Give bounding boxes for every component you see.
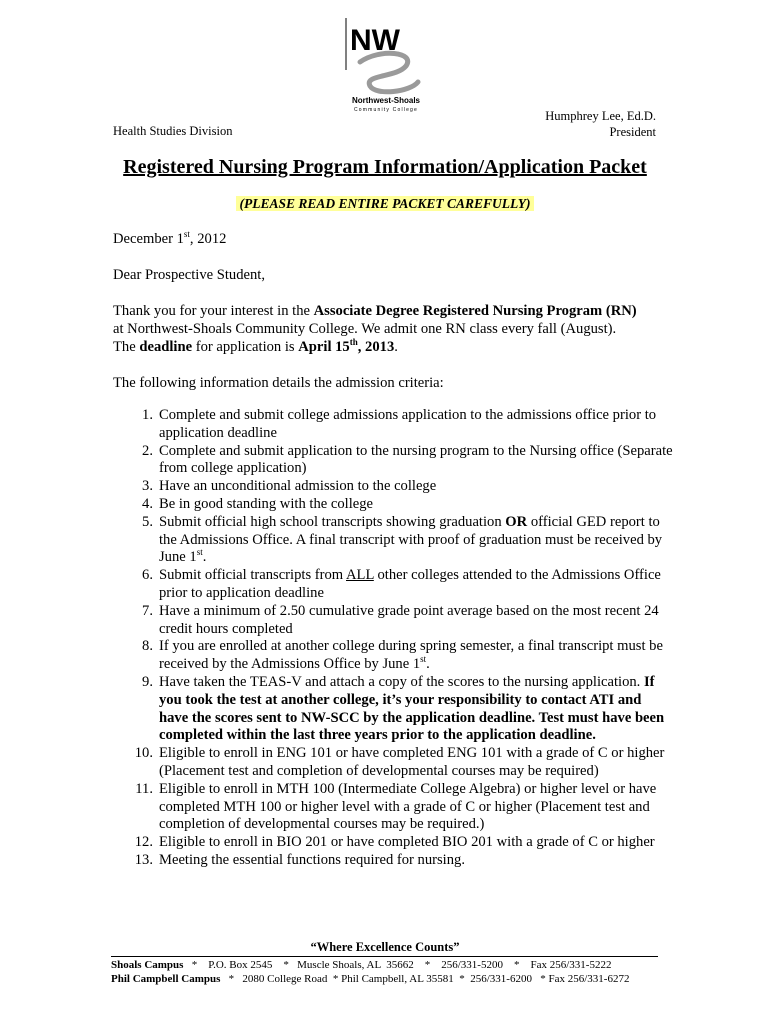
item-text: Be in good standing with the college <box>159 495 374 512</box>
list-item <box>113 407 673 443</box>
footer-motto: “Where Excellence Counts” <box>310 940 460 954</box>
page-title: Registered Nursing Program Information/Application Packet <box>123 156 647 178</box>
list-item <box>113 781 673 834</box>
item-text <box>159 674 673 745</box>
item-number: 10. <box>134 745 153 762</box>
item-number: 6. <box>142 567 153 584</box>
list-item <box>113 852 673 870</box>
date-text: December 1 <box>113 231 184 247</box>
item-text-part: . <box>426 656 430 673</box>
deadline-date-sup: th <box>349 337 358 348</box>
salutation: Dear Prospective Student, <box>113 267 265 283</box>
list-item <box>113 478 673 496</box>
item-sup: st <box>420 654 427 665</box>
item-text: Have a minimum of 2.50 cumulative grade point average based on the most recent 24 credit hours completed <box>159 602 659 637</box>
item-text-part: If you are enrolled at another college during spring semester, a final transcript must be received by the Admissions Office by June 1 <box>159 638 663 673</box>
item-number: 5. <box>142 513 153 530</box>
division-name: Health Studies Division <box>113 124 233 138</box>
item-number: 9. <box>142 673 153 690</box>
item-emphasis: OR <box>505 513 528 530</box>
item-text-part: official GED report to the Admissions Office. A final transcript with proof of graduation must be received by June 1 <box>159 513 663 566</box>
item-number: 13. <box>134 851 153 868</box>
list-item <box>113 745 673 781</box>
president-name: Humphrey Lee, Ed.D. <box>545 109 656 123</box>
item-number: 1. <box>142 407 153 423</box>
item-emphasis: If you took the test at another college, it’s your responsibility to contact ATI and have the scores sent to NW-SCC by the application deadline. Test must have been completed within the last three years prior to the application deadline. <box>159 673 665 744</box>
item-number: 12. <box>134 834 153 851</box>
college-logo <box>340 16 432 112</box>
deadline-date <box>298 339 394 355</box>
deadline-word: deadline <box>139 339 193 355</box>
item-text <box>159 567 673 603</box>
item-text: Complete and submit college admissions application to the admissions office prior to application deadline <box>159 407 657 441</box>
list-item <box>113 674 673 745</box>
president-title: President <box>609 125 656 139</box>
intro-line-2: at Northwest-Shoals Community College. We admit one RN class every fall (August). <box>113 321 617 337</box>
date-sup: st <box>183 229 190 240</box>
program-name: Associate Degree Registered Nursing Program (RN) <box>313 303 637 319</box>
item-underline: ALL <box>346 567 374 584</box>
college-logo-mark <box>340 16 432 112</box>
item-text: Have an unconditional admission to the college <box>159 478 437 495</box>
campus-label: Phil Campbell Campus <box>111 973 221 985</box>
footer-shoals-campus <box>111 959 611 971</box>
list-item <box>113 496 673 514</box>
footer-phil-campbell-campus <box>111 973 629 985</box>
notice-wrap <box>0 196 770 212</box>
logo-name: Northwest-Shoals <box>351 96 421 105</box>
deadline-date-year: , 2013 <box>357 339 395 355</box>
item-text-part: . <box>202 549 207 566</box>
item-sup: st <box>196 547 203 558</box>
intro-text: The <box>113 339 140 355</box>
item-number: 11. <box>135 780 153 797</box>
item-text: Complete and submit application to the nursing program to the Nursing office (Separate from college application) <box>159 442 673 477</box>
campus-label: Shoals Campus <box>111 959 184 971</box>
president-block <box>545 108 656 140</box>
campus-info: * P.O. Box 2545 * Muscle Shoals, AL 35662 * 256/331-5200 * Fax 256/331-5222 <box>183 959 612 971</box>
list-item <box>113 603 673 639</box>
list-item <box>113 567 673 603</box>
letter-date <box>113 230 673 248</box>
list-item <box>113 834 673 852</box>
item-text <box>159 638 673 674</box>
list-item <box>113 514 673 567</box>
intro-line-1 <box>113 302 673 320</box>
list-item <box>113 638 673 674</box>
item-text-part: Submit official high school transcripts showing graduation <box>159 513 506 530</box>
deadline-date-text: April 15 <box>298 339 350 355</box>
logo-sub: Community College <box>353 107 419 112</box>
item-text: Eligible to enroll in MTH 100 (Intermediate College Algebra) or higher level or have completed MTH 100 or higher level with a grade of C or higher (Placement test and completion of developmental courses may be required.) <box>159 780 657 833</box>
criteria-list <box>113 407 673 870</box>
item-text <box>159 514 673 567</box>
item-number: 4. <box>142 495 153 512</box>
date-year: , 2012 <box>189 231 227 247</box>
item-text-part: other colleges attended to the Admissions Office prior to application deadline <box>159 567 661 601</box>
footer-divider <box>111 956 658 957</box>
item-text: Meeting the essential functions required for nursing. <box>159 851 465 868</box>
item-number: 2. <box>142 442 153 459</box>
item-number: 7. <box>142 602 153 619</box>
item-text: Eligible to enroll in ENG 101 or have completed ENG 101 with a grade of C or higher (Placement test and completion of developmental courses may be required) <box>159 745 665 779</box>
item-text-part: Have taken the TEAS-V and attach a copy of the scores to the nursing application. <box>159 673 644 690</box>
list-item <box>113 443 673 479</box>
item-number: 3. <box>142 478 153 495</box>
item-number: 8. <box>142 638 153 655</box>
logo-initials: NW <box>350 24 400 57</box>
read-notice: (PLEASE READ ENTIRE PACKET CAREFULLY) <box>236 196 533 211</box>
item-text: Eligible to enroll in BIO 201 or have completed BIO 201 with a grade of C or higher <box>159 834 655 851</box>
intro-line-3 <box>113 338 673 356</box>
item-text-part: Submit official transcripts from <box>159 567 346 584</box>
intro-paragraph <box>113 302 673 356</box>
intro-text: Thank you for your interest in the <box>113 303 314 319</box>
intro-text: for application is <box>192 339 299 355</box>
campus-info: * 2080 College Road * Phil Campbell, AL 35581 * 256/331-6200 * Fax 256/331-6272 <box>220 973 630 985</box>
intro-text: . <box>394 339 398 355</box>
criteria-intro: The following information details the admission criteria: <box>113 375 444 391</box>
